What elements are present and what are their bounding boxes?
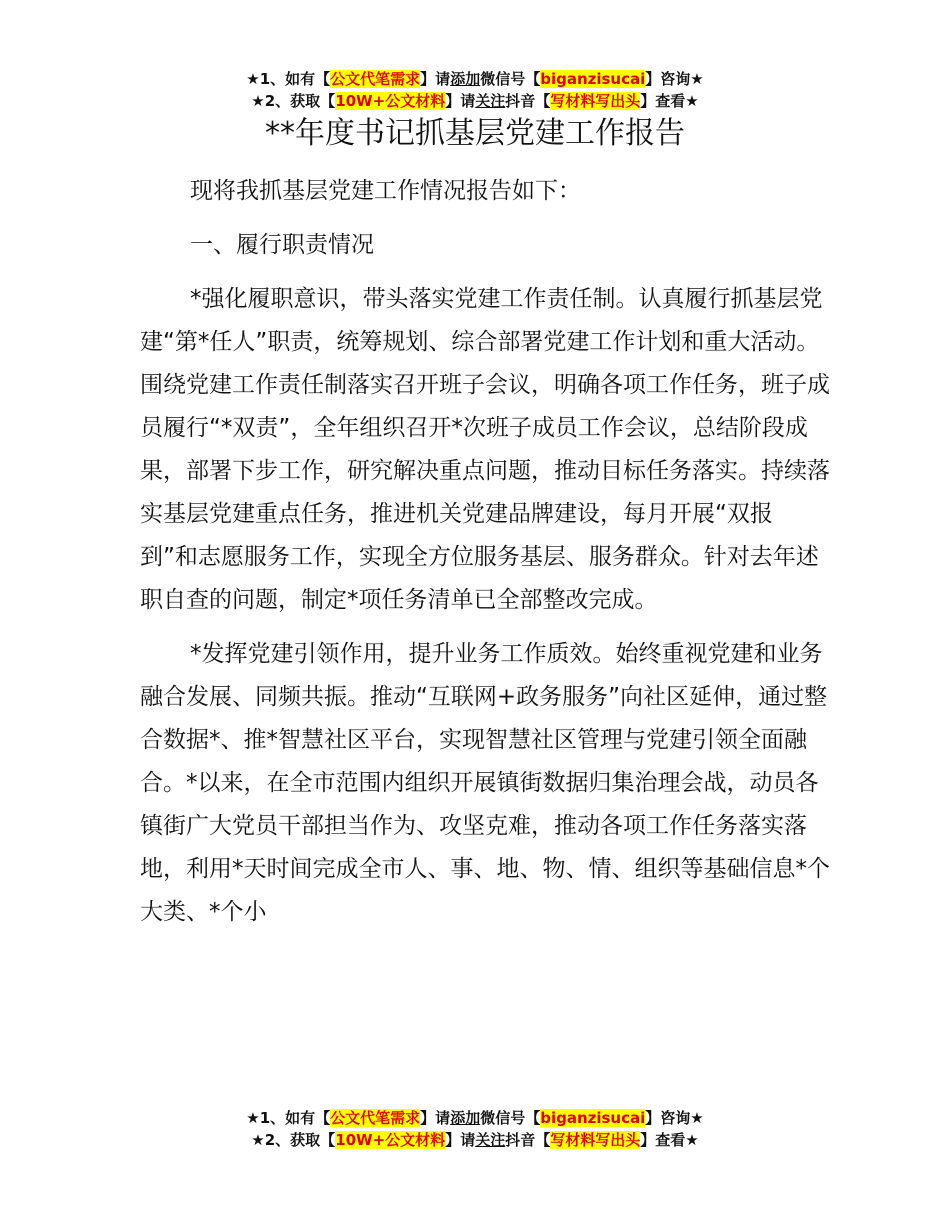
section-heading: 一、履行职责情况: [190, 232, 374, 258]
promo-underline: 添加: [450, 1109, 481, 1127]
intro-paragraph: 现将我抓基层党建工作情况报告如下：: [190, 178, 581, 204]
promo-highlight: 公文代笔需求: [330, 70, 421, 88]
footer-promo-banner: [0, 1107, 950, 1151]
promo-text: 抖音【: [505, 1131, 551, 1149]
promo-underline: 关注: [475, 92, 506, 110]
promo-highlight: 公文代笔需求: [330, 1109, 421, 1127]
promo-underline: 关注: [475, 1131, 506, 1149]
promo-line-1: [0, 68, 950, 90]
document-body: [140, 170, 830, 934]
promo-line-2: [0, 90, 950, 112]
promo-highlight: 写材料写出头: [550, 1131, 641, 1149]
promo-text: ★1、如有【: [246, 70, 331, 88]
promo-text: 】查看★: [640, 1131, 699, 1149]
promo-text: 】请: [420, 1109, 451, 1127]
promo-line-1: [0, 1107, 950, 1129]
body-paragraph-1: *强化履职意识，带头落实党建工作责任制。认真履行抓基层党建“第*任人”职责，统筹规划、综合部署党建工作计划和重大活动。围绕党建工作责任制落实召开班子会议，明确各项工作任务，班子成员履行“*双责”，全年组织召开*次班子成员工作会议，总结阶段成果，部署下步工作，研究解决重点问题，推动目标任务落实。持续落实基层党建重点任务，推进机关党建品牌建设，每月开展“双报到”和志愿服务工作，实现全方位服务基层、服务群众。针对去年述职自查的问题，制定*项任务清单已全部整改完成。: [140, 286, 830, 613]
document-title: **年度书记抓基层党建工作报告: [265, 116, 685, 151]
promo-text: 】咨询★: [645, 70, 704, 88]
promo-text: ★1、如有【: [246, 1109, 331, 1127]
header-promo-banner: [0, 68, 950, 112]
promo-text: ★2、获取【: [251, 1131, 336, 1149]
promo-text: 抖音【: [505, 92, 551, 110]
promo-underline: 添加: [450, 70, 481, 88]
promo-text: 】请: [420, 70, 451, 88]
promo-text: 】请: [445, 92, 476, 110]
promo-text: 】咨询★: [645, 1109, 704, 1127]
promo-line-2: [0, 1129, 950, 1151]
promo-highlight: 写材料写出头: [550, 92, 641, 110]
promo-highlight: 10W+公文材料: [335, 1131, 446, 1149]
promo-highlight: biganzisucai: [540, 1109, 646, 1127]
promo-highlight: 10W+公文材料: [335, 92, 446, 110]
promo-text: 】请: [445, 1131, 476, 1149]
promo-text: ★2、获取【: [251, 92, 336, 110]
promo-text: 微信号【: [480, 1109, 541, 1127]
promo-highlight: biganzisucai: [540, 70, 646, 88]
promo-text: 】查看★: [640, 92, 699, 110]
body-paragraph-2: *发挥党建引领作用，提升业务工作质效。始终重视党建和业务融合发展、同频共振。推动“互联网+政务服务”向社区延伸，通过整合数据*、推*智慧社区平台，实现智慧社区管理与党建引领全面融合。*以来，在全市范围内组织开展镇街数据归集治理会战，动员各镇街广大党员干部担当作为、攻坚克难，推动各项工作任务落实落地，利用*天时间完成全市人、事、地、物、情、组织等基础信息*个大类、*个小: [140, 641, 830, 925]
promo-text: 微信号【: [480, 70, 541, 88]
